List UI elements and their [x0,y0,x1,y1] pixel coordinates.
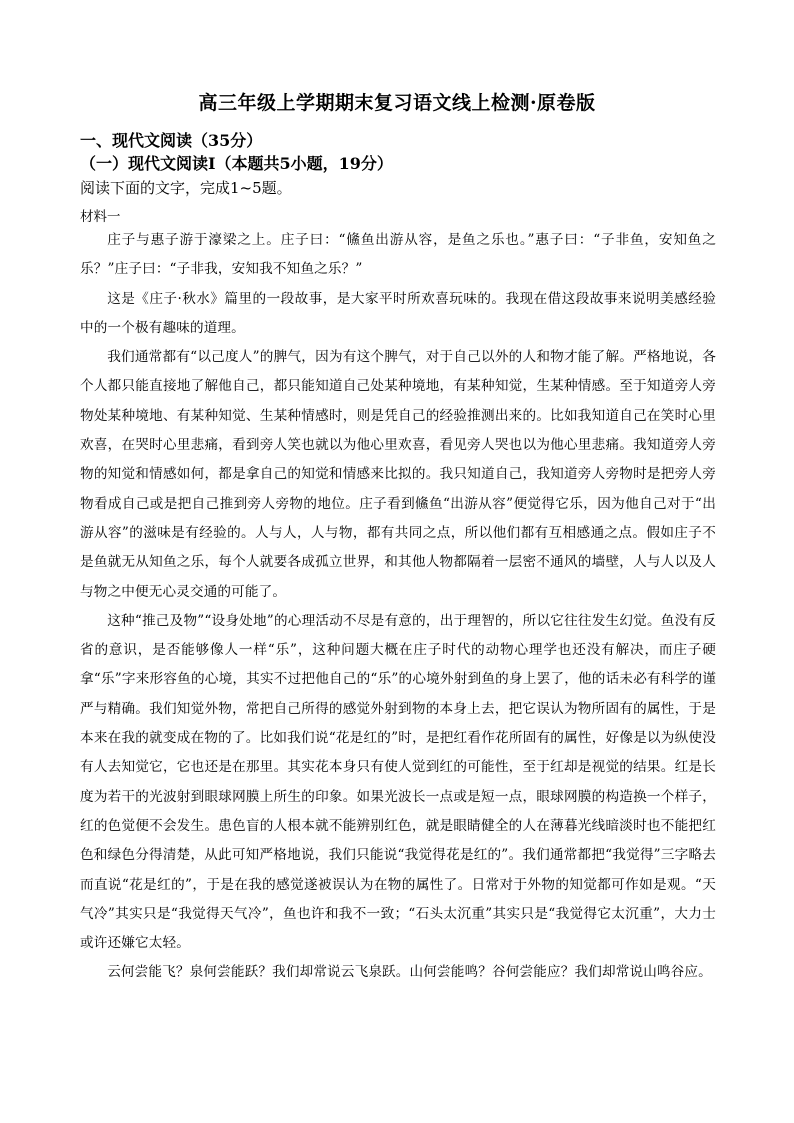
page-title: 高三年级上学期期末复习语文线上检测·原卷版 [198,92,596,114]
section-heading: 一、现代文阅读（35分） [80,131,263,150]
paragraph: 这是《庄子·秋水》篇里的一段故事，是大家平时所欢喜玩味的。我现在借这段故事来说明美感经验中的一个极有趣味的道理。 [80,290,716,336]
paragraph: 庄子与惠子游于濠梁之上。庄子曰：“鯈鱼出游从容，是鱼之乐也。”惠子曰：“子非鱼，安知鱼之乐？”庄子曰：“子非我，安知我不知鱼之乐？” [80,232,716,278]
passage-body [80,226,716,988]
paragraph: 我们通常都有“以己度人”的脾气，因为有这个脾气，对于自己以外的人和物才能了解。严格地说，各个人都只能直接地了解他自己，都只能知道自己处某种境地，有某种知觉，生某种情感。至于知道旁人旁物处某种境地、有某种知觉、生某种情感时，则是凭自己的经验推测出来的。比如我知道自己在笑时心里欢喜，在哭时心里悲痛，看到旁人笑也就以为他心里欢喜，看见旁人哭也以为他心里悲痛。我知道旁人旁物的知觉和情感如何，都是拿自己的知觉和情感来比拟的。我只知道自己，我知道旁人旁物时是把旁人旁物看成自己或是把自己推到旁人旁物的地位。庄子看到鯈鱼“出游从容”便觉得它乐，因为他自己对于“出游从容”的滋味是有经验的。人与人，人与物，都有共同之点，所以他们都有互相感通之点。假如庄子不是鱼就无从知鱼之乐，每个人就要各成孤立世界，和其他人物都隔着一层密不通风的墙壁，人与人以及人与物之中便无心灵交通的可能了。 [80,349,716,600]
instruction-text: 阅读下面的文字，完成1~5题。 [80,179,292,197]
material-label: 材料一 [80,209,121,225]
paragraph: 云何尝能飞？泉何尝能跃？我们却常说云飞泉跃。山何尝能鸣？谷何尝能应？我们却常说山鸣谷应。 [107,964,712,981]
paragraph: 这种“推己及物”“设身处地”的心理活动不尽是有意的，出于理智的，所以它往往发生幻觉。鱼没有反省的意识，是否能够像人一样“乐”，这种问题大概在庄子时代的动物心理学也还没有解决，而庄子硬拿“乐”字来形容鱼的心境，其实不过把他自己的“乐”的心境外射到鱼的身上罢了，他的话未必有科学的谨严与精确。我们知觉外物，常把自己所得的感觉外射到物的本身上去，把它误认为物所固有的属性，于是本来在我的就变成在物的了。比如我们说“花是红的”时，是把红看作花所固有的属性，好像是以为纵使没有人去知觉它，它也还是在那里。其实花本身只有使人觉到红的可能性，至于红却是视觉的结果。红是长度为若干的光波射到眼球网膜上所生的印象。如果光波长一点或是短一点，眼球网膜的构造换一个样子，红的色觉便不会发生。患色盲的人根本就不能辨别红色，就是眼睛健全的人在薄暮光线暗淡时也不能把红色和绿色分得清楚，从此可知严格地说，我们只能说“我觉得花是红的”。我们通常都把“我觉得”三字略去而直说“花是红的”，于是在我的感觉遂被误认为在物的属性了。日常对于外物的知觉都可作如是观。“天气冷”其实只是“我觉得天气冷”，鱼也许和我不一致；“石头太沉重”其实只是“我觉得它太沉重”，大力士或许还嫌它太轻。 [80,612,716,952]
subsection-heading: （一）现代文阅读Ⅰ（本题共5小题，19分） [80,154,393,173]
